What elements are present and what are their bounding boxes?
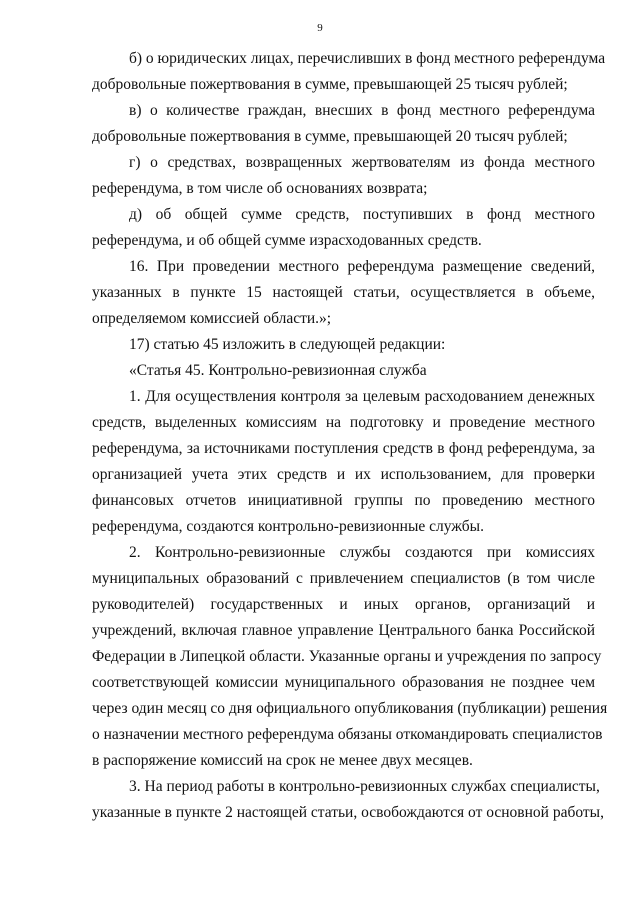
text-line: о назначении местного референдума обязаны откомандировать специалистов — [92, 726, 603, 743]
text-line: учреждений, включая главное управление Центрального банка Российской — [92, 622, 595, 639]
document-body — [92, 46, 608, 826]
text-line: определяемом комиссией области.»; — [92, 310, 332, 327]
page-number: 9 — [317, 22, 323, 34]
paragraph — [92, 150, 595, 202]
text-line: 16. При проведении местного референдума размещение сведений, — [129, 258, 595, 275]
text-line: добровольные пожертвования в сумме, превышающей 25 тысяч рублей; — [92, 76, 568, 93]
text-line: финансовых отчетов инициативной группы по проведению местного — [92, 492, 595, 509]
paragraph — [92, 332, 595, 358]
paragraph — [92, 46, 606, 98]
text-line: референдума, в том числе об основаниях возврата; — [92, 180, 428, 197]
paragraph — [92, 98, 595, 150]
text-line: в) о количестве граждан, внесших в фонд местного референдума — [129, 102, 595, 119]
text-line: организацией учета этих средств и их использованием, для проверки — [92, 466, 595, 483]
text-line: «Статья 45. Контрольно-ревизионная служба — [129, 362, 427, 379]
text-line: указанные в пункте 2 настоящей статьи, освобождаются от основной работы, — [92, 804, 604, 821]
paragraph — [92, 384, 595, 540]
paragraph — [92, 254, 595, 332]
text-line: указанных в пункте 15 настоящей статьи, осуществляется в объеме, — [92, 284, 595, 301]
text-line: 2. Контрольно-ревизионные службы создаются при комиссиях — [129, 544, 595, 561]
text-line: добровольные пожертвования в сумме, превышающей 20 тысяч рублей; — [92, 128, 568, 145]
text-line: 17) статью 45 изложить в следующей редакции: — [129, 336, 446, 353]
text-line: г) о средствах, возвращенных жертвователям из фонда местного — [129, 154, 595, 171]
text-line: через один месяц со дня официального опубликования (публикации) решения — [92, 700, 608, 717]
text-line: 1. Для осуществления контроля за целевым расходованием денежных — [129, 388, 595, 405]
text-line: Федерации в Липецкой области. Указанные органы и учреждения по запросу — [92, 648, 602, 665]
text-line: руководителей) государственных и иных органов, организаций и — [92, 596, 595, 613]
text-line: в распоряжение комиссий на срок не менее двух месяцев. — [92, 752, 473, 769]
paragraph — [92, 358, 595, 384]
text-line: 3. На период работы в контрольно-ревизионных службах специалисты, — [129, 778, 600, 795]
text-line: д) об общей сумме средств, поступивших в фонд местного — [129, 206, 595, 223]
paragraph — [92, 202, 595, 254]
paragraph — [92, 540, 608, 774]
text-line: б) о юридических лицах, перечисливших в фонд местного референдума — [129, 50, 606, 67]
paragraph — [92, 774, 604, 826]
text-line: средств, выделенных комиссиям на подготовку и проведение местного — [92, 414, 595, 431]
text-line: референдума, и об общей сумме израсходованных средств. — [92, 232, 482, 249]
text-line: референдума, за источниками поступления средств в фонд референдума, за — [92, 440, 595, 457]
text-line: муниципальных образований с привлечением специалистов (в том числе — [92, 570, 595, 587]
text-line: соответствующей комиссии муниципального образования не позднее чем — [92, 674, 595, 691]
text-line: референдума, создаются контрольно-ревизионные службы. — [92, 518, 484, 535]
